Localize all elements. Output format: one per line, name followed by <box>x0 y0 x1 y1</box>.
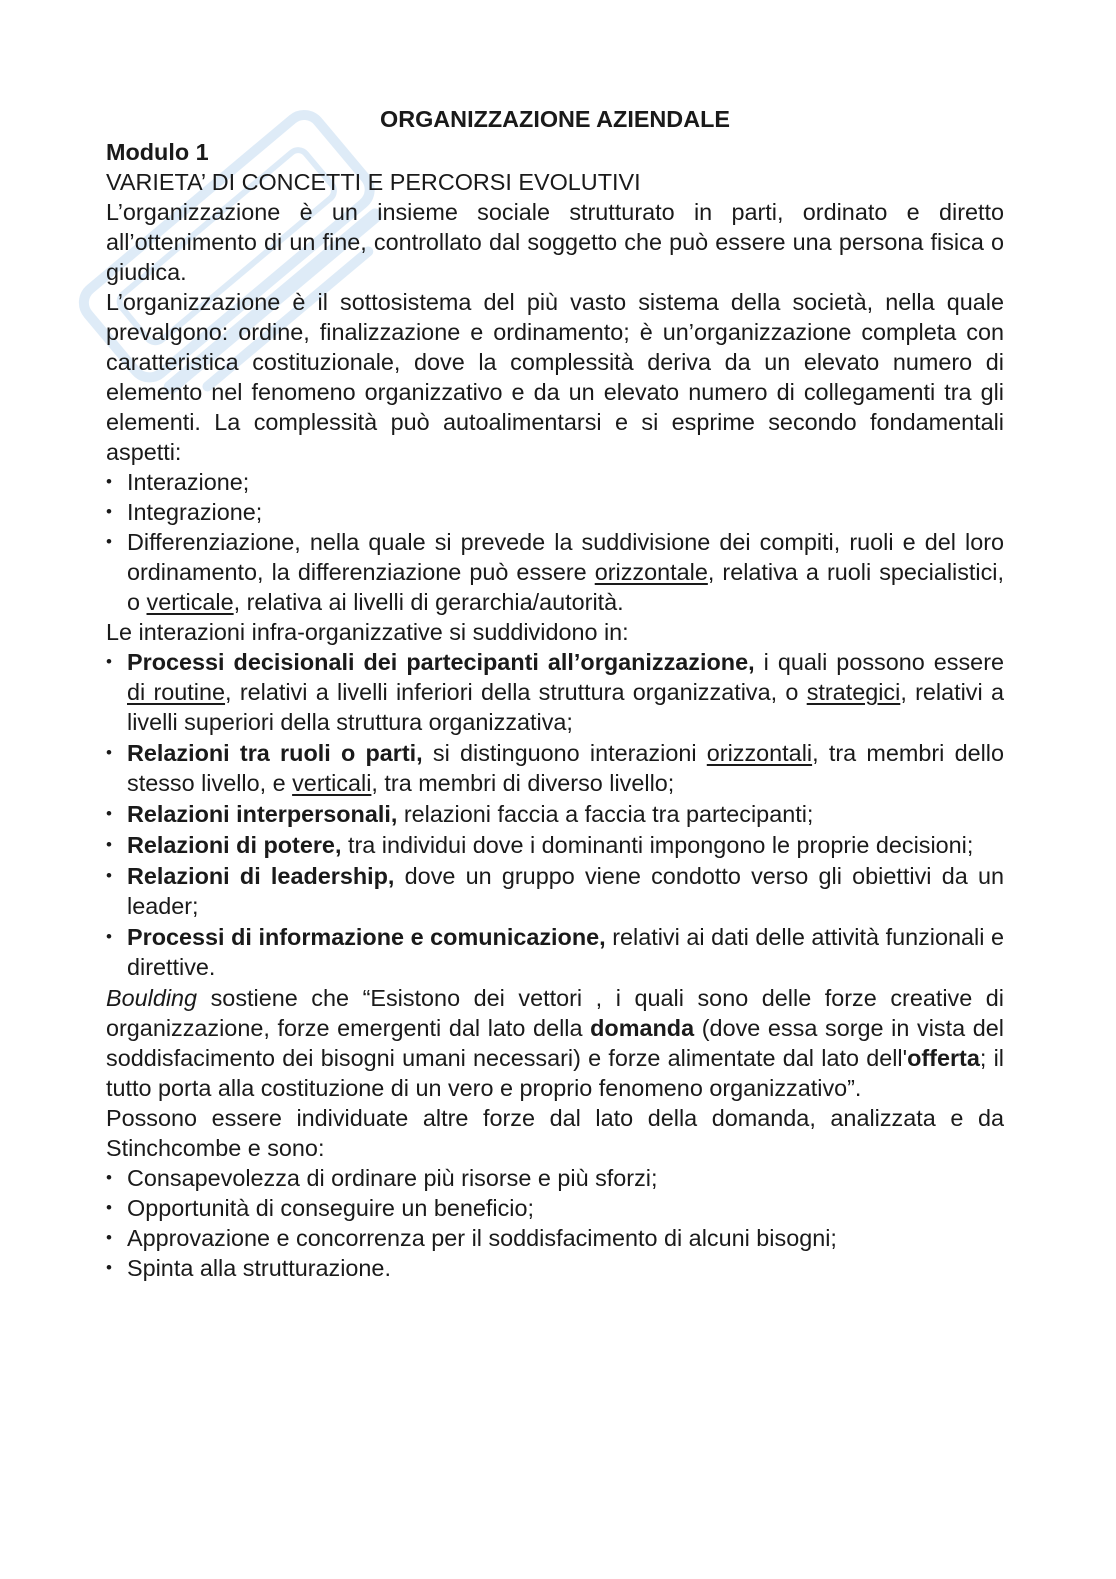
list-item: • Consapevolezza di ordinare più risorse e più sforzi; <box>106 1163 1004 1193</box>
list-item: • Relazioni di leadership, dove un gruppo viene condotto verso gli obiettivi da un leader; <box>106 861 1004 921</box>
paragraph-definition: L’organizzazione è un insieme sociale strutturato in parti, ordinato e diretto all’ottenimento di un fine, controllato dal soggetto che può essere una persona fisica o giudica. <box>106 199 1004 285</box>
list-item: • Spinta alla strutturazione. <box>106 1253 1004 1283</box>
list-item: • Opportunità di conseguire un beneficio; <box>106 1193 1004 1223</box>
forces-list <box>106 1163 1004 1283</box>
list-item: • Relazioni tra ruoli o parti, si distinguono interazioni orizzontali, tra membri dello stesso livello, e verticali, tra membri di diverso livello; <box>106 738 1004 798</box>
document-page <box>106 104 1004 1283</box>
list-item: • Approvazione e concorrenza per il soddisfacimento di alcuni bisogni; <box>106 1223 1004 1253</box>
list-item: • Differenziazione, nella quale si prevede la suddivisione dei compiti, ruoli e del loro ordinamento, la differenziazione può essere orizzontale, relativa a ruoli specialistici, o verticale, relativa ai livelli di gerarchia/autorità. <box>106 527 1004 617</box>
list-item: • Processi decisionali dei partecipanti all’organizzazione, i quali possono essere di routine, relativi a livelli inferiori della struttura organizzativa, o strategici, relativi a livelli superiori della struttura organizzativa; <box>106 647 1004 737</box>
paragraph-complexity: L’organizzazione è il sottosistema del più vasto sistema della società, nella quale prevalgono: ordine, finalizzazione e ordinamento; è un’organizzazione completa con caratteristica costituzionale, dove la complessità deriva da un elevato numero di elemento nel fenomeno organizzativo e da un elevato numero di collegamenti tra gli elementi. La complessità può autoalimentarsi e si esprime secondo fondamentali aspetti: <box>106 289 1004 465</box>
document-title: ORGANIZZAZIONE AZIENDALE <box>380 106 730 132</box>
module-heading: Modulo 1 <box>106 139 209 165</box>
list-item: • Interazione; <box>106 467 1004 497</box>
aspects-list <box>106 467 1004 617</box>
interactions-list <box>106 647 1004 982</box>
list-item: • Relazioni interpersonali, relazioni faccia a faccia tra partecipanti; <box>106 799 1004 829</box>
paragraph-stinchcombe: Possono essere individuate altre forze dal lato della domanda, analizzata e da Stinchcombe e sono: <box>106 1105 1004 1161</box>
list-item: • Processi di informazione e comunicazione, relativi ai dati delle attività funzionali e direttive. <box>106 922 1004 982</box>
list-item: • Relazioni di potere, tra individui dove i dominanti impongono le proprie decisioni; <box>106 830 1004 860</box>
paragraph-boulding: Boulding sostiene che “Esistono dei vettori , i quali sono delle forze creative di organizzazione, forze emergenti dal lato della domanda (dove essa sorge in vista del soddisfacimento dei bisogni umani necessari) e forze alimentate dal lato dell'offerta; il tutto porta alla costituzione di un vero e proprio fenomeno organizzativo”. <box>106 985 1004 1101</box>
paragraph-interactions-intro: Le interazioni infra-organizzative si suddividono in: <box>106 619 629 645</box>
section-heading: VARIETA’ DI CONCETTI E PERCORSI EVOLUTIVI <box>106 169 641 195</box>
list-item: • Integrazione; <box>106 497 1004 527</box>
